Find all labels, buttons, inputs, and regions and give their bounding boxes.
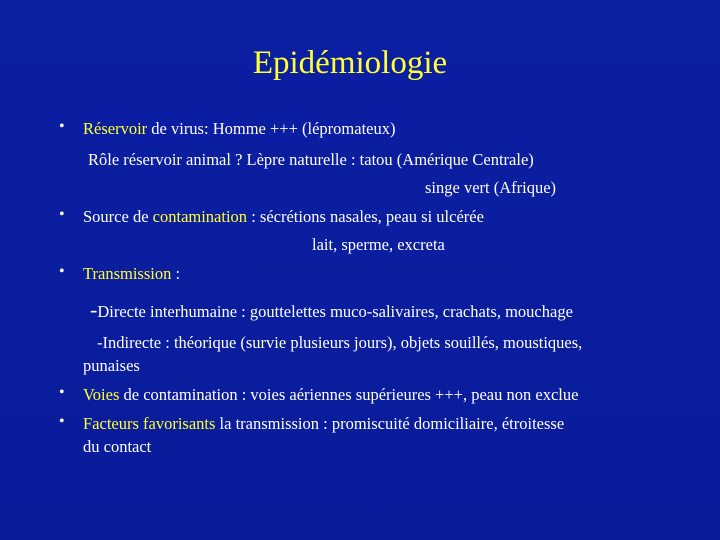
reservoir-singe-line: singe vert (Afrique) (425, 178, 557, 197)
transmission-term: Transmission (83, 264, 172, 283)
reservoir-animal-line: Rôle réservoir animal ? Lèpre naturelle : tatou (Amérique Centrale) (88, 150, 534, 169)
facteurs-text: la transmission : promiscuité domiciliaire, étroitesse (215, 414, 565, 433)
source-line2: lait, sperme, excreta (312, 235, 445, 254)
voies-text: de contamination : voies aériennes supérieures +++, peau non exclue (119, 385, 579, 404)
reservoir-text: de virus: Homme +++ (lépromateux) (147, 119, 396, 138)
reservoir-line (83, 119, 395, 139)
source-text: : sécrétions nasales, peau si ulcérée (247, 207, 484, 226)
transmission-line (83, 264, 180, 284)
source-line (83, 207, 484, 227)
direct-dash: - (90, 297, 98, 322)
bullet-facteurs: • (59, 413, 65, 430)
facteurs-line (83, 414, 564, 434)
reservoir-term: Réservoir (83, 119, 148, 138)
bullet-transmission: • (59, 263, 65, 280)
bullet-reservoir: • (59, 118, 65, 135)
direct-text: Directe interhumaine : gouttelettes muco-salivaires, crachats, mouchage (97, 302, 573, 321)
transmission-text: : (171, 264, 181, 283)
transmission-indirect-line2: punaises (83, 356, 140, 375)
bullet-source: • (59, 206, 65, 223)
voies-line (83, 385, 578, 405)
source-term: contamination (152, 207, 248, 226)
voies-term: Voies (83, 385, 120, 404)
transmission-direct-line (90, 297, 573, 322)
facteurs-line2: du contact (83, 437, 152, 456)
slide-title: Epidémiologie (252, 45, 448, 81)
facteurs-term: Facteurs favorisants (83, 414, 216, 433)
source-prefix: Source de (83, 207, 153, 226)
transmission-indirect-line: -Indirecte : théorique (survie plusieurs jours), objets souillés, moustiques, (97, 333, 583, 352)
bullet-voies: • (59, 384, 65, 401)
